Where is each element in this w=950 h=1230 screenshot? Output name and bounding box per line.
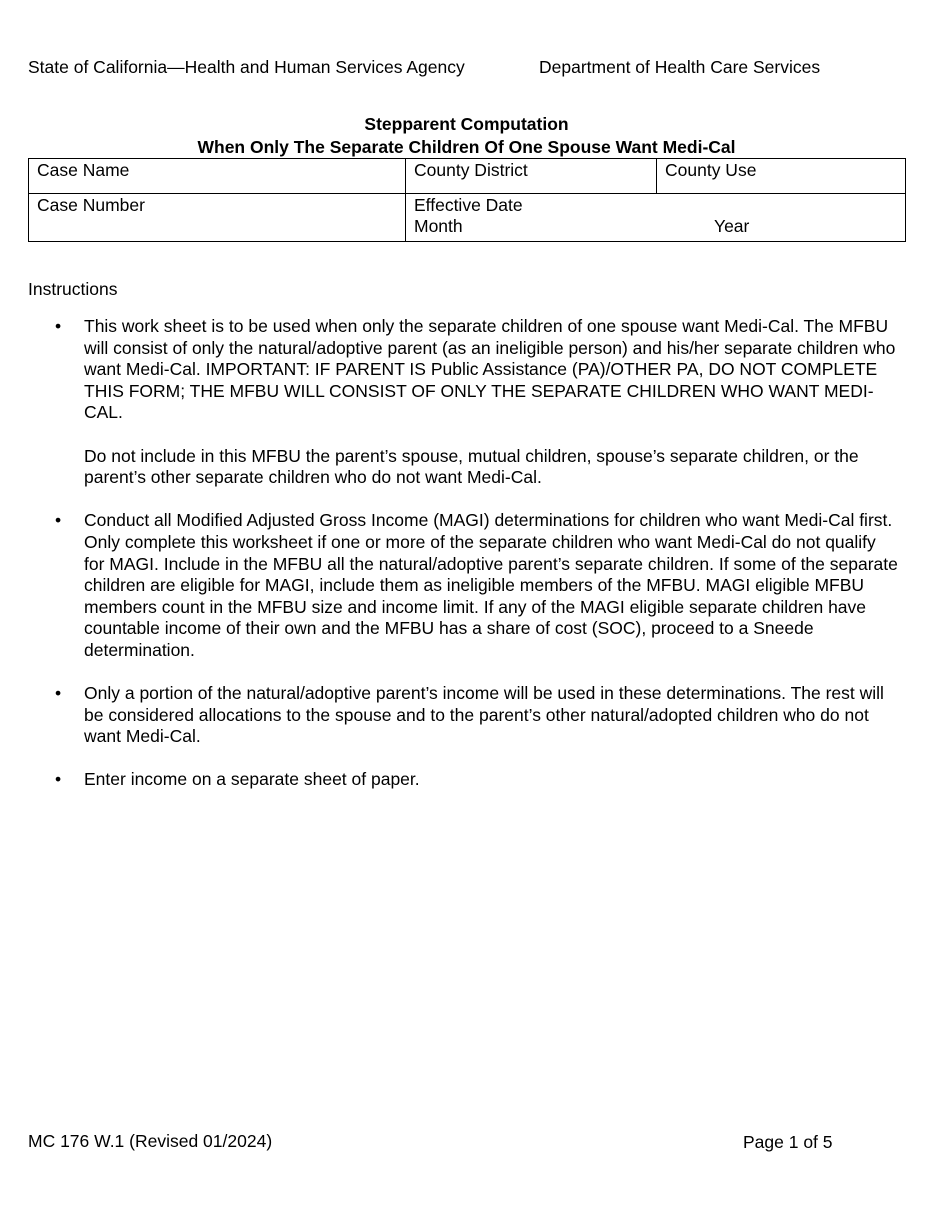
case-name-label: Case Name xyxy=(37,160,130,180)
list-item xyxy=(28,683,898,748)
agency-name: State of California—Health and Human Services Agency xyxy=(28,57,465,77)
county-district-label: County District xyxy=(414,160,528,180)
bullet-icon: • xyxy=(55,769,62,790)
case-info-row xyxy=(29,159,906,194)
county-district-field[interactable] xyxy=(406,159,657,194)
year-label: Year xyxy=(714,216,750,236)
instruction-text: Do not include in this MFBU the parent’s spouse, mutual children, spouse’s separate children, or the parent’s other separate children who do not want Medi-Cal. xyxy=(84,445,859,488)
list-item xyxy=(28,769,898,791)
month-year-line xyxy=(414,216,897,237)
instruction-text: Conduct all Modified Adjusted Gross Income (MAGI) determinations for children who want Medi-Cal first. Only complete this worksheet if one or more of the separate children who want Medi-Cal do not qualify for MAGI. Include in the MFBU all the natural/adoptive parent’s separate children. If some of the separate children are eligible for MAGI, include them as ineligible members of the MFBU. MAGI eligible MFBU members count in the MFBU size and income limit. If any of the MAGI eligible separate children have countable income of their own and the MFBU has a share of cost (SOC), proceed to a Sneede determination. xyxy=(84,510,898,660)
page-number: Page 1 of 5 xyxy=(743,1132,833,1152)
instruction-text: Only a portion of the natural/adoptive parent’s income will be used in these determinations. The rest will be considered allocations to the spouse and to the parent’s other natural/adopted children who do not want Medi-Cal. xyxy=(84,683,884,747)
effective-date-label: Effective Date xyxy=(414,195,523,215)
county-use-field[interactable] xyxy=(657,159,906,194)
case-number-field[interactable] xyxy=(29,194,406,242)
form-title-line2: When Only The Separate Children Of One Spouse Want Medi-Cal xyxy=(197,137,736,157)
list-item xyxy=(28,510,898,661)
form-id: MC 176 W.1 (Revised 01/2024) xyxy=(28,1131,273,1151)
case-info-row xyxy=(29,194,906,242)
bullet-icon: • xyxy=(55,316,62,336)
county-use-label: County Use xyxy=(665,160,757,180)
case-name-field[interactable] xyxy=(29,159,406,194)
instructions-list xyxy=(28,316,898,813)
instruction-text: Enter income on a separate sheet of paper. xyxy=(84,769,420,790)
form-title-line1: Stepparent Computation xyxy=(364,114,569,134)
case-info-table xyxy=(28,158,906,242)
case-number-label: Case Number xyxy=(37,195,145,215)
month-label: Month xyxy=(414,216,463,236)
instructions-heading: Instructions xyxy=(28,279,118,299)
department-name: Department of Health Care Services xyxy=(539,57,821,77)
effective-date-field[interactable] xyxy=(406,194,906,242)
bullet-icon: • xyxy=(55,510,62,531)
bullet-icon: • xyxy=(55,683,62,704)
form-title xyxy=(28,113,905,159)
list-item xyxy=(28,316,898,489)
instruction-text: This work sheet is to be used when only the separate children of one spouse want Medi-Cal. The MFBU will consist of only the natural/adoptive parent (as an ineligible person) and his/her separate children who want Medi-Cal. IMPORTANT: IF PARENT IS Public Assistance (PA)/OTHER PA, DO NOT COMPLETE THIS FORM; THE MFBU WILL CONSIST OF ONLY THE SEPARATE CHILDREN WHO WANT MEDI-CAL. xyxy=(84,316,896,423)
